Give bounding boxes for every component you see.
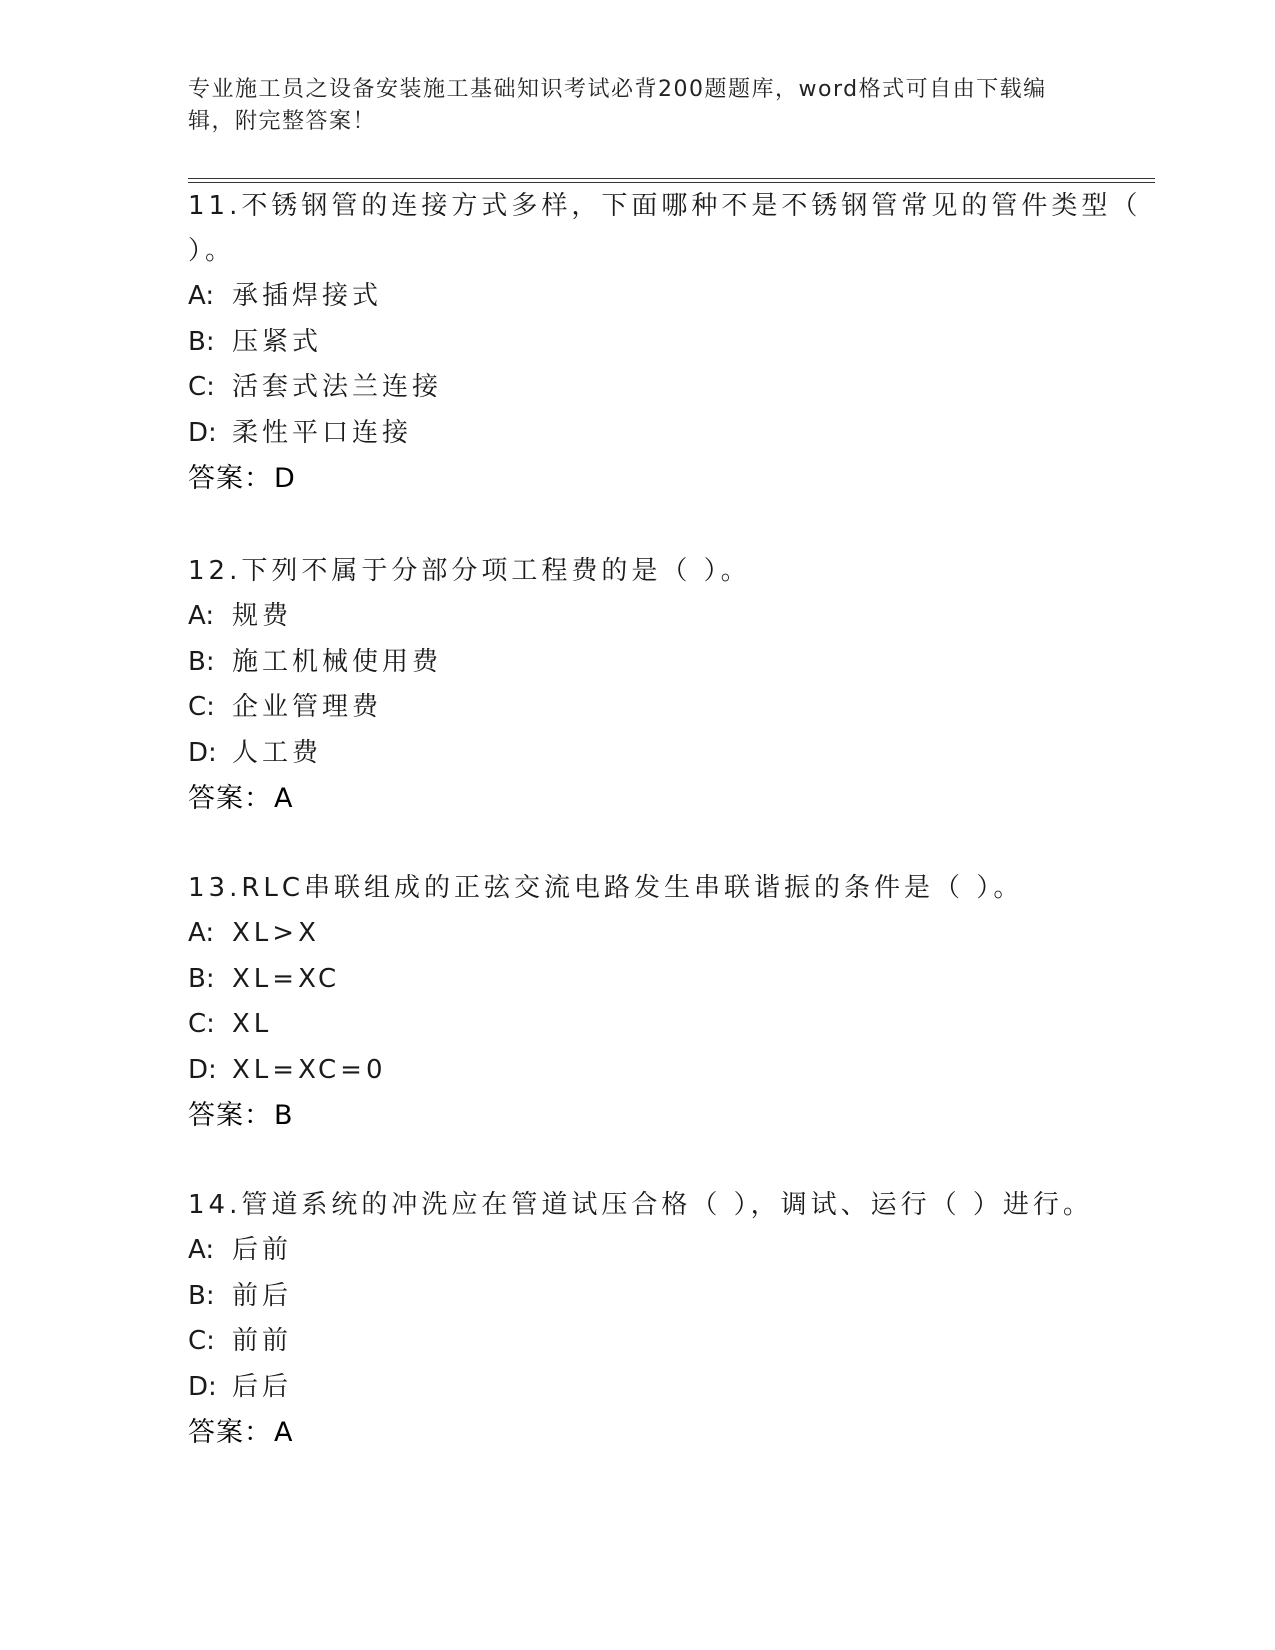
question-stem: 11.不锈钢管的连接方式多样，下面哪种不是不锈钢管常见的管件类型（ ）。	[188, 191, 1142, 266]
option-text: XL=XC=0	[232, 1054, 387, 1085]
header-divider-bottom	[188, 182, 1155, 183]
answer-value: B	[274, 1100, 294, 1131]
option-key: B:	[188, 326, 215, 357]
option-key: C:	[188, 692, 215, 722]
question-14	[188, 1183, 1148, 1456]
option-d	[188, 1048, 1148, 1094]
answer-line	[188, 456, 1148, 502]
option-text: 企业管理费	[232, 692, 383, 722]
option-b	[188, 957, 1148, 1003]
option-key: A:	[188, 601, 215, 631]
answer-value: D	[274, 463, 296, 494]
option-d	[188, 1365, 1148, 1411]
option-d	[188, 411, 1148, 457]
option-text: 柔性平口连接	[232, 417, 413, 448]
question-stem: 12.下列不属于分部分项工程费的是（ ）。	[188, 556, 751, 586]
option-key: C:	[188, 1009, 215, 1039]
option-key: A:	[188, 281, 215, 311]
option-key: D:	[188, 1054, 217, 1085]
option-b	[188, 640, 1148, 686]
option-key: D:	[188, 737, 217, 768]
option-a	[188, 1228, 1148, 1274]
question-stem: 13.RLC串联组成的正弦交流电路发生串联谐振的条件是（ ）。	[188, 873, 1024, 903]
option-text: 承插焊接式	[232, 281, 383, 311]
answer-label: 答案：	[188, 1100, 272, 1131]
question-12	[188, 549, 1148, 822]
option-c	[188, 365, 1148, 411]
answer-label: 答案：	[188, 783, 272, 814]
option-text: XL=XC	[232, 963, 341, 994]
question-stem: 14.管道系统的冲洗应在管道试压合格（ ），调试、运行（ ）进行。	[188, 1190, 1093, 1220]
option-a	[188, 911, 1148, 957]
option-b	[188, 1274, 1148, 1320]
answer-line	[188, 776, 1148, 822]
option-text: 施工机械使用费	[232, 646, 443, 677]
option-key: A:	[188, 918, 215, 948]
option-c	[188, 1002, 1148, 1048]
answer-value: A	[274, 783, 294, 814]
option-a	[188, 274, 1148, 320]
question-11	[188, 184, 1148, 502]
option-text: 前后	[232, 1280, 293, 1311]
answer-line	[188, 1093, 1148, 1139]
answer-value: A	[274, 1417, 294, 1448]
option-b	[188, 320, 1148, 366]
option-key: A:	[188, 1235, 215, 1265]
option-text: XL>X	[232, 918, 320, 948]
option-c	[188, 1319, 1148, 1365]
question-13	[188, 866, 1148, 1139]
option-key: C:	[188, 372, 215, 402]
option-text: 规费	[232, 601, 293, 631]
option-a	[188, 594, 1148, 640]
option-text: 压紧式	[232, 326, 323, 357]
header-divider-top	[188, 178, 1155, 179]
option-key: B:	[188, 1280, 215, 1311]
option-key: C:	[188, 1326, 215, 1356]
option-text: 后后	[232, 1371, 293, 1402]
option-c	[188, 685, 1148, 731]
option-text: XL	[232, 1009, 273, 1039]
option-text: 后前	[232, 1235, 293, 1265]
option-d	[188, 731, 1148, 777]
answer-line	[188, 1410, 1148, 1456]
option-key: B:	[188, 646, 215, 677]
option-key: D:	[188, 1371, 217, 1402]
option-text: 活套式法兰连接	[232, 372, 443, 402]
option-key: D:	[188, 417, 217, 448]
document-header: 专业施工员之设备安装施工基础知识考试必背200题题库，word格式可自由下载编辑，附完整答案！	[188, 77, 1047, 134]
answer-label: 答案：	[188, 1417, 272, 1448]
option-key: B:	[188, 963, 215, 994]
answer-label: 答案：	[188, 463, 272, 494]
option-text: 前前	[232, 1326, 293, 1356]
option-text: 人工费	[232, 737, 323, 768]
